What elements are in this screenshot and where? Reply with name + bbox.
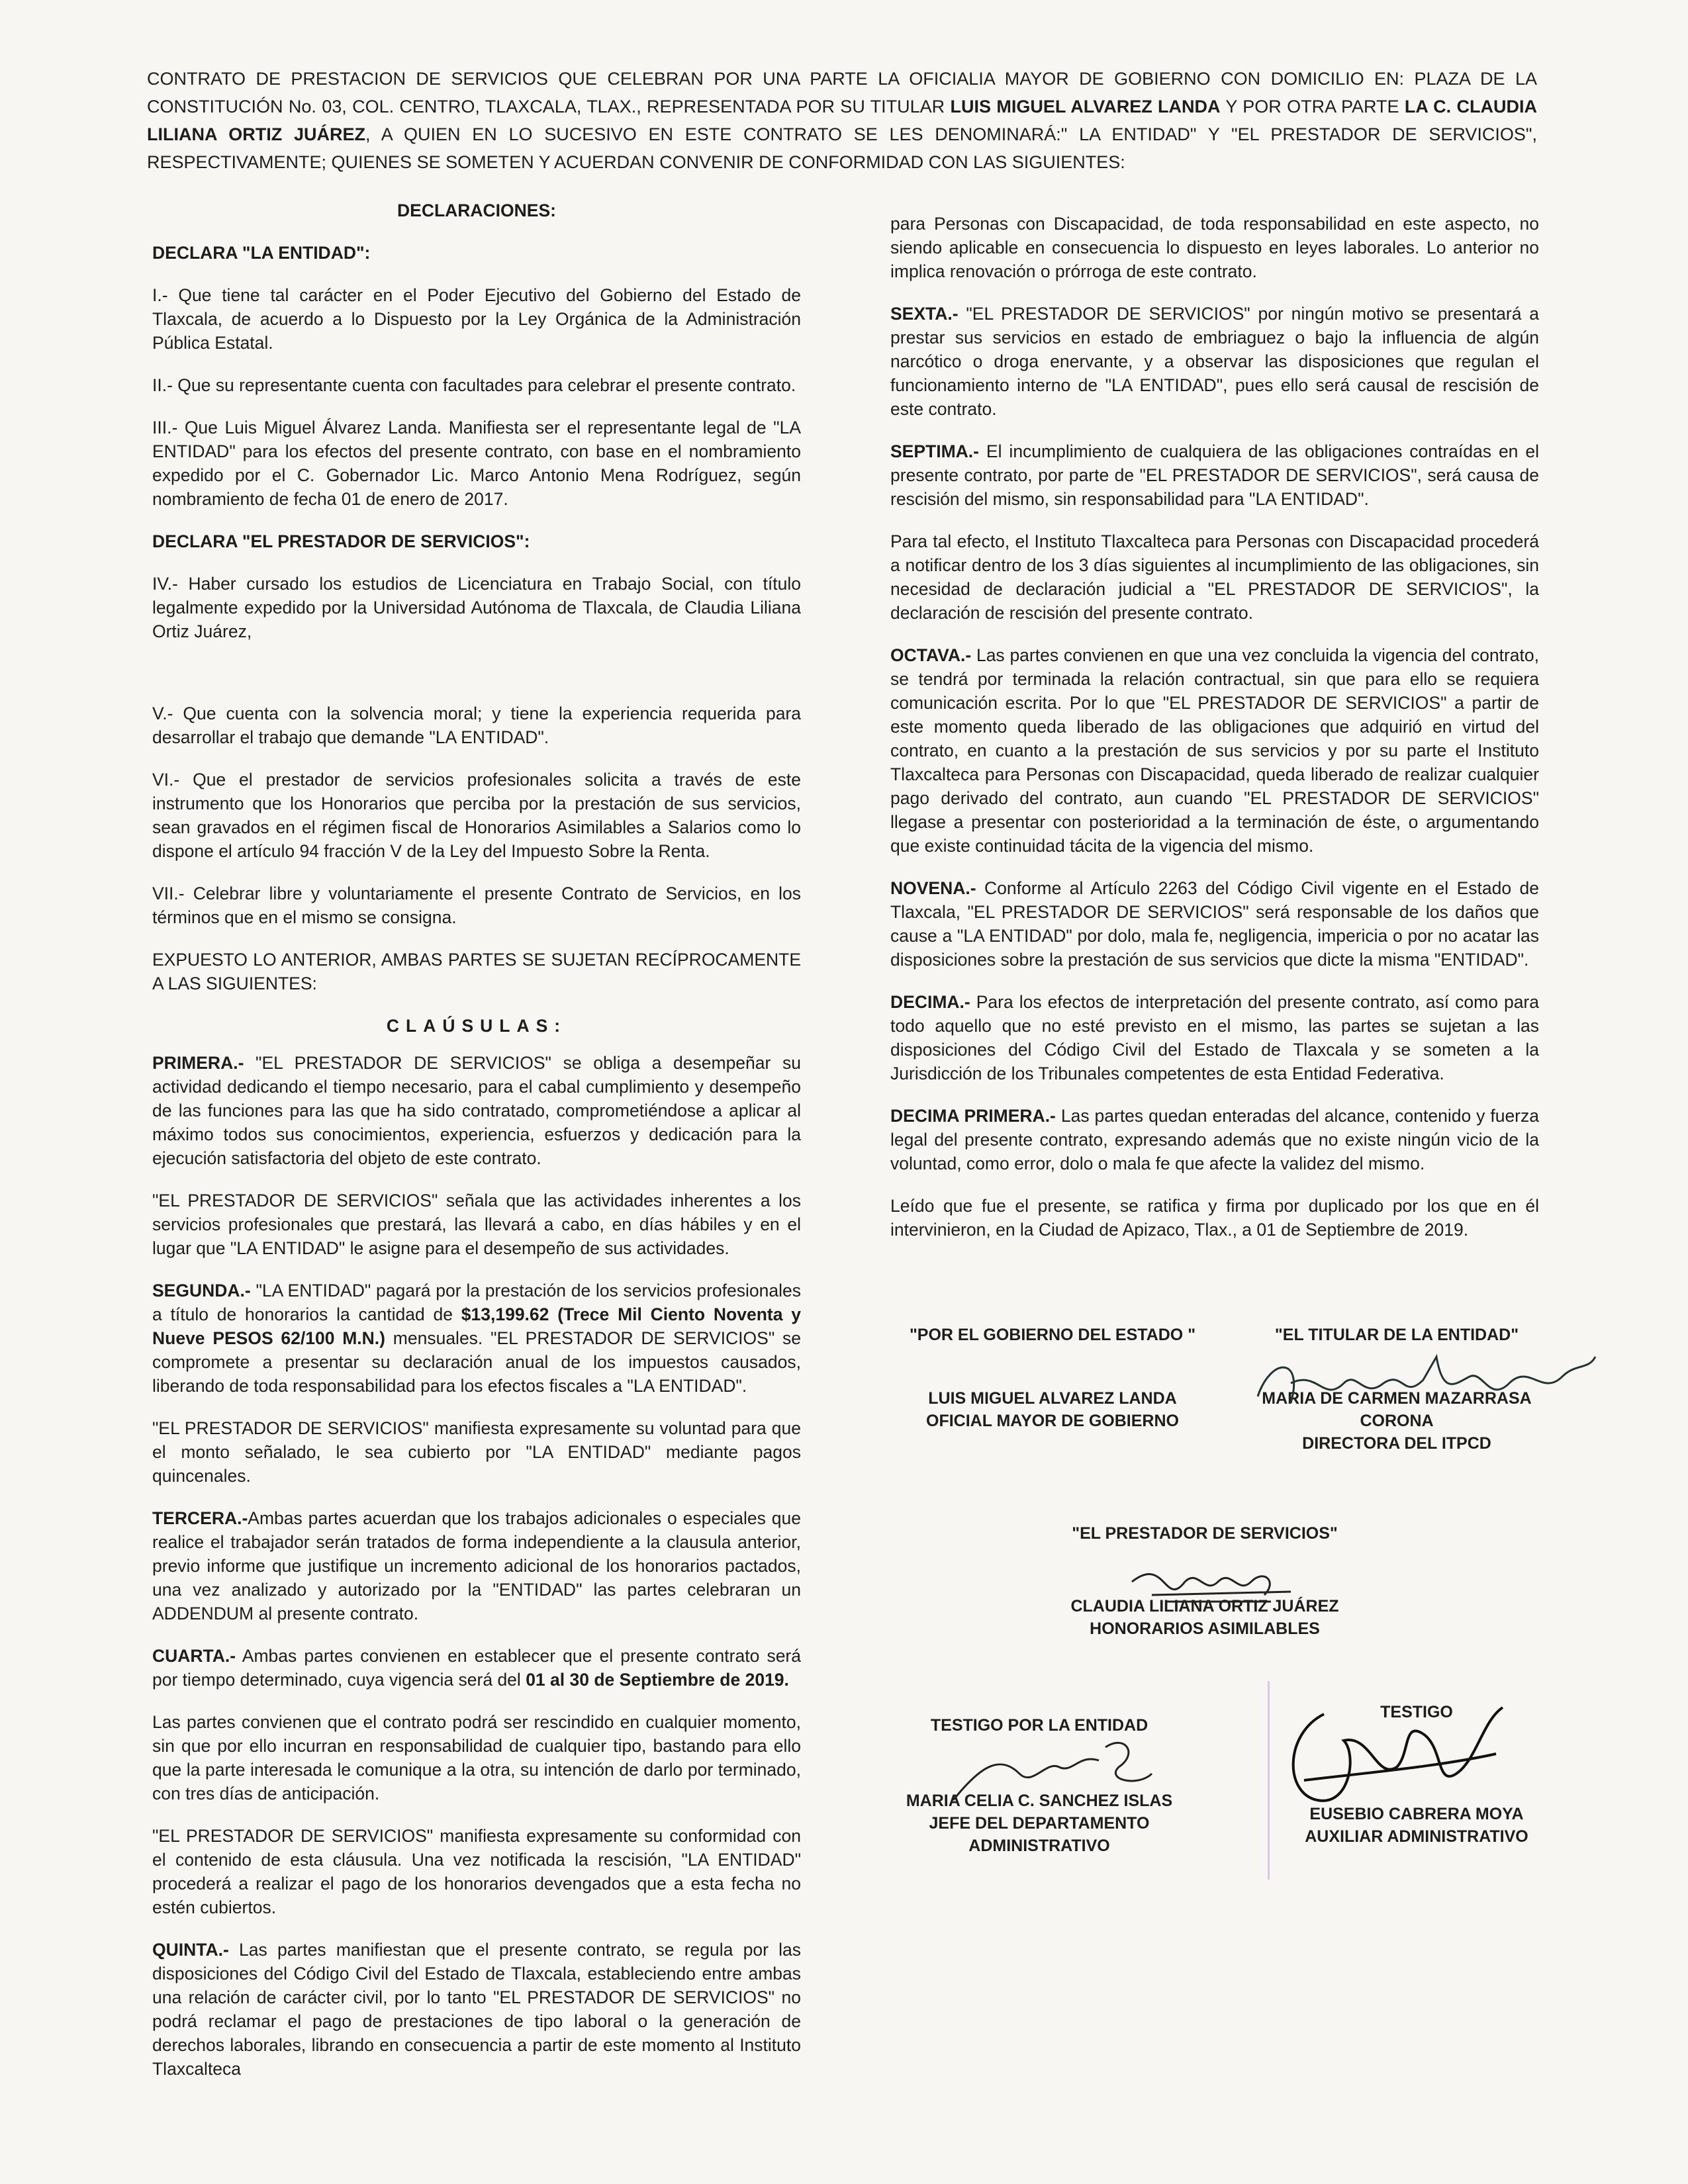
clausula-sexta bbox=[890, 302, 1539, 421]
clausula-label: OCTAVA.- bbox=[890, 645, 972, 665]
declaracion-v: V.- Que cuenta con la solvencia moral; y tiene la experiencia requerida para desarrollar el trabajo que demande "LA ENTIDAD". bbox=[152, 704, 801, 747]
contract-intro bbox=[147, 65, 1537, 176]
clausula-label: SEPTIMA.- bbox=[890, 441, 979, 461]
right-column bbox=[890, 212, 1539, 1260]
signature-name: LUIS MIGUEL ALVAREZ LANDA bbox=[928, 1389, 1177, 1408]
signature-heading: "EL TITULAR DE LA ENTIDAD" bbox=[1274, 1326, 1519, 1344]
clausula-text: mensuales. "EL PRESTADOR DE SERVICIOS" se compromete a presentar su declaración anual de los impuestos causados, liberando de toda responsabilidad para los efectos fiscales a "LA ENTIDAD". bbox=[152, 1328, 801, 1396]
clausula-text: Las partes quedan enteradas del alcance, contenido y fuerza legal del presente contrato, expresando además que no existe ningún vicio de la voluntad, como error, dolo o mala fe que afecte la validez del mismo. bbox=[890, 1106, 1539, 1173]
signature-name-2: CORONA bbox=[1360, 1412, 1434, 1430]
clausula-label: NOVENA.- bbox=[890, 878, 976, 898]
signature-title-2: ADMINISTRATIVO bbox=[968, 1837, 1110, 1855]
clausula-segunda bbox=[152, 1279, 801, 1398]
intro-text-2: Y POR OTRA PARTE bbox=[1220, 97, 1405, 116]
declaracion-iv: IV.- Haber cursado los estudios de Licenciatura en Trabajo Social, con título legalmente expedido por la Universidad Autónoma de Tlaxcala, de Claudia Liliana Ortiz Juárez, bbox=[152, 574, 801, 641]
clausula-text: Las partes manifiestan que el presente contrato, se regula por las disposiciones del Código Civil del Estado de Tlaxcala, estableciendo entre ambas una relación de carácter civil, por lo tanto "EL PRESTADOR DE SERVICIOS" no podrá reclamar el pago de prestaciones de tipo laboral o la generación de derechos laborales, librando en consecuencia a partir de este momento al Instituto Tlaxcalteca bbox=[152, 1940, 801, 2079]
clausula-label: DECIMA PRIMERA.- bbox=[890, 1106, 1056, 1126]
clausula-cuarta-c: "EL PRESTADOR DE SERVICIOS" manifiesta expresamente su conformidad con el contenido de esta cláusula. Una vez notificada la rescisión, "LA ENTIDAD" procederá a realizar el pago de los honorarios devengados que a esta fecha no estén cubiertos. bbox=[152, 1826, 801, 1917]
clausula-text: Para los efectos de interpretación del presente contrato, así como para todo aquello que no esté previsto en el mismo, las partes se sujetan a las disposiciones del Código Civil del Estado de Tlaxcala y se someten a la Jurisdicción de los Tribunales competentes de esta Entidad Federativa. bbox=[890, 992, 1539, 1083]
signature-name: MARIA CELIA C. SANCHEZ ISLAS bbox=[906, 1792, 1173, 1810]
clausula-octava bbox=[890, 643, 1539, 858]
clausula-text: "LA ENTIDAD" pagará por la prestación de los servicios profesionales a título de honorarios la cantidad de bbox=[152, 1281, 801, 1324]
declaracion-vi: VI.- Que el prestador de servicios profesionales solicita a través de este instrumento que los Honorarios que perciba por la prestación de sus servicios, sean gravados en el régimen fiscal de Honorarios Asimilables a Salarios como lo dispone el artículo 94 fracción V de la Ley del Impuesto Sobre la Renta. bbox=[152, 770, 801, 861]
signature-title: DIRECTORA DEL ITPCD bbox=[1302, 1434, 1491, 1453]
declaracion-ii: II.- Que su representante cuenta con facultades para celebrar el presente contrato. bbox=[152, 375, 796, 395]
signature-name: MARIA DE CARMEN MAZARRASA bbox=[1262, 1389, 1532, 1408]
testigo-entidad-handwritten-signature bbox=[940, 1727, 1165, 1813]
clausula-primera bbox=[152, 1051, 801, 1170]
clausula-tercera bbox=[152, 1506, 801, 1625]
clausula-cuarta bbox=[152, 1644, 801, 1692]
gobierno-signature-block bbox=[867, 1324, 1238, 1432]
declara-entidad-heading: DECLARA "LA ENTIDAD": bbox=[152, 243, 371, 263]
clausula-septima-b: Para tal efecto, el Instituto Tlaxcalteca para Personas con Discapacidad procederá a notificar dentro de los 3 días siguientes al incumplimiento de las obligaciones, sin necesidad de declaración judicial a "EL PRESTADOR DE SERVICIOS", la declaración de rescisión del presente contrato. bbox=[890, 531, 1539, 623]
testigo-handwritten-signature bbox=[1278, 1694, 1516, 1820]
declaraciones-heading: DECLARACIONES: bbox=[397, 201, 556, 220]
clausula-decima-primera bbox=[890, 1104, 1539, 1175]
clausula-text: El incumplimiento de cualquiera de las obligaciones contraídas en el presente contrato, por parte de "EL PRESTADOR DE SERVICIOS", será causa de rescisión del mismo, sin responsabilidad para "LA ENTIDAD". bbox=[890, 441, 1539, 509]
signature-name: CLAUDIA LILIANA ORTIZ JUÁREZ bbox=[1070, 1597, 1339, 1615]
clausula-segunda-b: "EL PRESTADOR DE SERVICIOS" manifiesta expresamente su voluntad para que el monto señalado, le sea cubierto por "LA ENTIDAD" mediante pagos quincenales. bbox=[152, 1418, 801, 1486]
vigencia-dates: 01 al 30 de Septiembre de 2019. bbox=[526, 1670, 789, 1690]
clausula-septima bbox=[890, 439, 1539, 511]
signature-title: OFICIAL MAYOR DE GOBIERNO bbox=[926, 1412, 1179, 1430]
quinta-continuation: para Personas con Discapacidad, de toda responsabilidad en este aspecto, no siendo aplicable en consecuencia lo dispuesto en leyes laborales. Lo anterior no implica renovación o prórroga de este contrato. bbox=[890, 214, 1539, 281]
declara-prestador-heading: DECLARA "EL PRESTADOR DE SERVICIOS": bbox=[152, 531, 530, 551]
prestador-handwritten-signature bbox=[1125, 1542, 1297, 1615]
titular-handwritten-signature bbox=[1244, 1343, 1615, 1430]
declaracion-i: I.- Que tiene tal carácter en el Poder Ejecutivo del Gobierno del Estado de Tlaxcala, de acuerdo a lo Dispuesto por la Ley Orgánica de la Administración Pública Estatal. bbox=[152, 285, 801, 353]
clausula-label: SEGUNDA.- bbox=[152, 1281, 251, 1300]
clausula-label: DECIMA.- bbox=[890, 992, 970, 1012]
leido-text: Leído que fue el presente, se ratifica y firma por duplicado por los que en él intervinieron, en la Ciudad de Apizaco, Tlax., a 01 de Septiembre de 2019. bbox=[890, 1196, 1539, 1240]
signature-title: HONORARIOS ASIMILABLES bbox=[1090, 1619, 1320, 1638]
signature-title: AUXILIAR ADMINISTRATIVO bbox=[1305, 1827, 1528, 1846]
signature-heading: "POR EL GOBIERNO DEL ESTADO " bbox=[909, 1326, 1196, 1344]
signature-name: EUSEBIO CABRERA MOYA bbox=[1309, 1805, 1524, 1823]
declaracion-iii: III.- Que Luis Miguel Álvarez Landa. Manifiesta ser el representante legal de "LA ENTIDAD" para los efectos del presente contrato, con base en el nombramiento expedido por el C. Gobernador Lic. Marco Antonio Mena Rodríguez, según nombramiento de fecha 01 de enero de 2017. bbox=[152, 418, 801, 509]
clausula-label: SEXTA.- bbox=[890, 304, 959, 324]
clausula-label: CUARTA.- bbox=[152, 1646, 236, 1666]
clausula-label: QUINTA.- bbox=[152, 1940, 229, 1960]
expuesto-text: EXPUESTO LO ANTERIOR, AMBAS PARTES SE SUJETAN RECÍPROCAMENTE A LAS SIGUIENTES: bbox=[152, 950, 801, 993]
declaracion-vii: VII.- Celebrar libre y voluntariamente el presente Contrato de Servicios, en los términos que en el mismo se consigna. bbox=[152, 884, 801, 927]
clausula-text: Conforme al Artículo 2263 del Código Civil vigente en el Estado de Tlaxcala, "EL PRESTADOR DE SERVICIOS" será responsable de los daños que cause a "LA ENTIDAD" por dolo, mala fe, negligencia, impericia o por no acatar las disposiciones sobre la prestación de sus servicios que dicte la misma "ENTIDAD". bbox=[890, 878, 1539, 970]
clausula-label: TERCERA.- bbox=[152, 1508, 248, 1528]
signature-heading: TESTIGO bbox=[1380, 1703, 1453, 1721]
signature-heading: "EL PRESTADOR DE SERVICIOS" bbox=[1072, 1524, 1338, 1543]
left-column bbox=[152, 199, 801, 2099]
payment-amount: $13,199.62 (Trece Mil Ciento Noventa y Nueve PESOS 62/100 M.N.) bbox=[152, 1304, 801, 1348]
intro-prestador: LA C. CLAUDIA LILIANA ORTIZ JUÁREZ bbox=[147, 97, 1537, 144]
clausula-primera-b: "EL PRESTADOR DE SERVICIOS" señala que las actividades inherentes a los servicios profesionales que prestará, las llevará a cabo, en días hábiles y en el lugar que "LA ENTIDAD" le asigne para el desempeño de sus actividades. bbox=[152, 1191, 801, 1258]
clausula-text: "EL PRESTADOR DE SERVICIOS" por ningún motivo se presentará a prestar sus servicios en estado de embriaguez o bajo la influencia de algún narcótico o droga enervante, y a observar las disposiciones que regulan el funcionamiento interno de "LA ENTIDAD", pues ello será causal de rescisión de este contrato. bbox=[890, 304, 1539, 419]
intro-titular: LUIS MIGUEL ALVAREZ LANDA bbox=[950, 97, 1221, 116]
signature-title: JEFE DEL DEPARTAMENTO bbox=[929, 1814, 1150, 1833]
clausula-text: Las partes convienen en que una vez concluida la vigencia del contrato, se tendrá por terminada la relación contractual, sin que para ello se requiera comunicación escrita. Por lo que "EL PRESTADOR DE SERVICIOS" a partir de este momento queda liberado de las obligaciones que adquirió en virtud del contrato, en cuanto a la prestación de sus servicios y por su parte el Instituto Tlaxcalteca para Personas con Discapacidad, queda liberado de realizar cualquier pago derivado del contrato, aun cuando "EL PRESTADOR DE SERVICIOS" llegase a presentar con posterioridad a la terminación de éste, o argumentando que existe continuidad tácita de la vigencia del mismo. bbox=[890, 645, 1539, 856]
clausula-novena bbox=[890, 876, 1539, 972]
signature-heading: TESTIGO POR LA ENTIDAD bbox=[930, 1716, 1149, 1735]
clausula-decima bbox=[890, 990, 1539, 1085]
clausulas-heading: CLAÚSULAS: bbox=[386, 1016, 567, 1036]
clausula-text: Ambas partes convienen en establecer que el presente contrato será por tiempo determinado, cuya vigencia será del bbox=[152, 1646, 801, 1690]
clausula-cuarta-b: Las partes convienen que el contrato podrá ser rescindido en cualquier momento, sin que por ello incurran en responsabilidad de cualquier tipo, bastando para ello que la parte interesada le comunique a la otra, su intención de darlo por terminado, con tres días de anticipación. bbox=[152, 1712, 801, 1803]
margin-mark bbox=[1268, 1681, 1270, 1880]
clausula-quinta bbox=[152, 1938, 801, 2081]
intro-text: CONTRATO DE PRESTACION DE SERVICIOS QUE CELEBRAN POR UNA PARTE LA OFICIALIA MAYOR DE GOBIERNO CON DOMICILIO EN: PLAZA DE LA CONSTITUCIÓN No. 03, COL. CENTRO, TLAXCALA, TLAX., REPRESENTADA POR SU TITULAR bbox=[147, 69, 1537, 116]
clausula-text: Ambas partes acuerdan que los trabajos adicionales o especiales que realice el trabajador serán tratados de forma independiente a la clausula anterior, previo informe que justifique un incremento adicional de los honorarios pactados, una vez analizado y autorizado por la "ENTIDAD" las partes celebraran un ADDENDUM al presente contrato. bbox=[152, 1508, 801, 1623]
clausula-text: "EL PRESTADOR DE SERVICIOS" se obliga a desempeñar su actividad dedicando el tiempo necesario, para el cabal cumplimiento y desempeño de las funciones para las que ha sido contratado, comprometiéndose a aplicar al máximo todos sus conocimientos, experiencia, esfuerzos y dedicación para la ejecución satisfactoria del objeto de este contrato. bbox=[152, 1053, 801, 1168]
intro-text-3: , A QUIEN EN LO SUCESIVO EN ESTE CONTRATO SE LES DENOMINARÁ:" LA ENTIDAD" Y "EL PRESTADOR DE SERVICIOS", RESPECTIVAMENTE; QUIENES SE SOMETEN Y ACUERDAN CONVENIR DE CONFORMIDAD CON LAS SIGUIENTES: bbox=[147, 124, 1537, 172]
clausula-label: PRIMERA.- bbox=[152, 1053, 244, 1073]
